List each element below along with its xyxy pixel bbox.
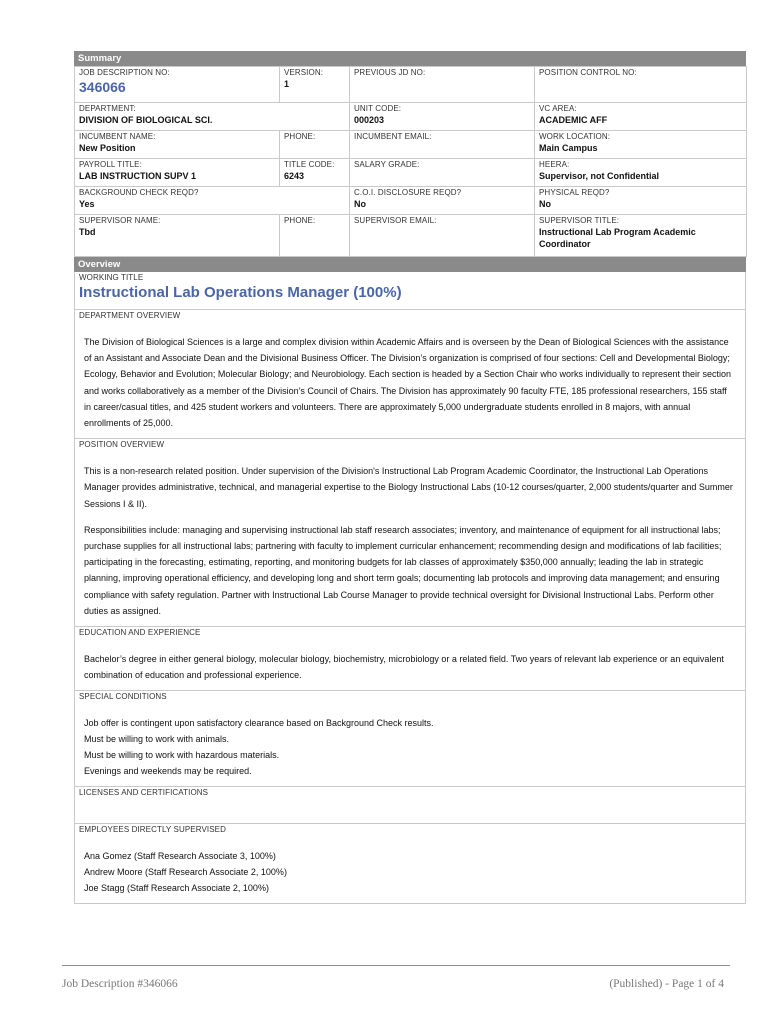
footer-page-number: (Published) - Page 1 of 4 [609, 978, 724, 990]
physical-reqd-label: PHYSICAL REQD? [539, 188, 610, 197]
department-cell [75, 103, 350, 131]
work-location-label: WORK LOCATION: [539, 132, 611, 141]
licenses-block [74, 787, 746, 824]
position-control-cell [535, 67, 747, 103]
vc-area-label: VC AREA: [539, 104, 577, 113]
working-title-label: WORKING TITLE [79, 273, 144, 282]
physical-reqd-cell [535, 187, 747, 215]
education-block [74, 627, 746, 691]
incumbent-name-label: INCUMBENT NAME: [79, 132, 156, 141]
summary-header: Summary [74, 51, 746, 66]
vc-area-value: ACADEMIC AFF [539, 115, 608, 125]
employee-item: Ana Gomez (Staff Research Associate 3, 100%) [84, 851, 276, 862]
department-label: DEPARTMENT: [79, 104, 136, 113]
footer-job-description: Job Description #346066 [62, 978, 178, 990]
special-condition-item: Evenings and weekends may be required. [84, 766, 252, 777]
salary-grade-cell [350, 159, 535, 187]
heera-value: Supervisor, not Confidential [539, 171, 660, 181]
unit-code-value: 000203 [354, 115, 385, 125]
position-overview-paragraph-1: This is a non-research related position. Under supervision of the Division's Instructional Lab Program Academic Coordinator, the Instructional Lab Operations Manager provides administrative, technical, and managerial expertise to the Biology Instructional Labs (10-12 courses/quarter, 2,000 students/quarter and Summer Sessions I & II). [84, 466, 733, 509]
incumbent-phone-cell [280, 131, 350, 159]
education-paragraph: Bachelor’s degree in either general biology, molecular biology, biochemistry, microbiology or a related field. Two years of relevant lab experience or an equivalent combination of education and professional experience. [84, 654, 724, 681]
department-overview-paragraph: The Division of Biological Sciences is a large and complex division within Academic Affairs and is overseen by the Dean of Biological Sciences with the assistance of an Assistant and Associate Dean and the Divisional Business Officer. The Division’s organization is comprised of four sections: Cell and Developmental Biology; Ecology, Behavior and Evolution; Molecular Biology; and Neurobiology. Each section is headed by a Section Chair who works individually to represent their section and works collaboratively as a member of the Division’s Council of Chairs. The Division has approximately 90 faculty FTE, 185 professional researchers, 155 staff in career/casual titles, and 425 student workers and volunteers. There are approximately 5,000 undergraduate students enrolled in 8 majors, with annual enrollments of 25,000. [84, 337, 732, 429]
employees-supervised-list [75, 835, 745, 903]
job-description-no-cell [75, 67, 280, 103]
special-condition-item: Must be willing to work with animals. [84, 734, 230, 745]
special-conditions-block [74, 691, 746, 787]
coi-disclosure-label: C.O.I. DISCLOSURE REQD? [354, 188, 462, 197]
working-title-block [74, 272, 746, 310]
department-value: DIVISION OF BIOLOGICAL SCI. [79, 115, 213, 125]
background-check-value: Yes [79, 199, 95, 209]
position-overview-block [74, 439, 746, 627]
supervisor-phone-label: PHONE: [284, 216, 316, 225]
special-condition-item: Job offer is contingent upon satisfactory clearance based on Background Check results. [84, 718, 434, 729]
special-conditions-label: SPECIAL CONDITIONS [79, 692, 167, 702]
previous-jd-cell [350, 67, 535, 103]
background-check-cell [75, 187, 350, 215]
special-condition-item: Must be willing to work with hazardous materials. [84, 750, 280, 761]
education-label: EDUCATION AND EXPERIENCE [79, 628, 201, 638]
payroll-title-value: LAB INSTRUCTION SUPV 1 [79, 171, 197, 181]
title-code-cell [280, 159, 350, 187]
heera-cell [535, 159, 747, 187]
supervisor-name-label: SUPERVISOR NAME: [79, 216, 161, 225]
incumbent-phone-label: PHONE: [284, 132, 316, 141]
employees-supervised-label: EMPLOYEES DIRECTLY SUPERVISED [79, 825, 226, 835]
supervisor-phone-cell [280, 215, 350, 257]
employee-item: Andrew Moore (Staff Research Associate 2, 100%) [84, 867, 287, 878]
heera-label: HEERA: [539, 160, 570, 169]
background-check-label: BACKGROUND CHECK REQD? [79, 188, 199, 197]
incumbent-email-label: INCUMBENT EMAIL: [354, 132, 432, 141]
supervisor-name-value: Tbd [79, 227, 96, 237]
supervisor-title-cell [535, 215, 747, 257]
supervisor-title-label: SUPERVISOR TITLE: [539, 216, 620, 225]
work-location-value: Main Campus [539, 143, 598, 153]
working-title: Instructional Lab Operations Manager (100%) [79, 284, 402, 301]
title-code-value: 6243 [284, 171, 305, 181]
incumbent-name-cell [75, 131, 280, 159]
supervisor-title-value: Instructional Lab Program Academic Coordinator [539, 227, 696, 249]
version-cell [280, 67, 350, 103]
physical-reqd-value: No [539, 199, 551, 209]
overview-header: Overview [74, 257, 746, 272]
coi-disclosure-value: No [354, 199, 366, 209]
supervisor-email-label: SUPERVISOR EMAIL: [354, 216, 437, 225]
payroll-title-cell [75, 159, 280, 187]
job-description-page [74, 51, 746, 904]
vc-area-cell [535, 103, 747, 131]
work-location-cell [535, 131, 747, 159]
employee-item: Joe Stagg (Staff Research Associate 2, 100%) [84, 883, 269, 894]
employees-supervised-block [74, 824, 746, 904]
previous-jd-label: PREVIOUS JD NO: [354, 68, 426, 77]
coi-disclosure-cell [350, 187, 535, 215]
education-text [75, 638, 745, 690]
licenses-label: LICENSES AND CERTIFICATIONS [79, 788, 209, 798]
version-label: VERSION: [284, 68, 324, 77]
salary-grade-label: SALARY GRADE: [354, 160, 420, 169]
title-code-label: TITLE CODE: [284, 160, 335, 169]
position-overview-paragraph-2: Responsibilities include: managing and supervising instructional lab staff research associates; inventory, and maintenance of equipment for all instructional labs; purchase supplies for all instructional labs; partnering with faculty to implement curricular enhancement; recommending design and modifications of lab facilities; participating in the forecasting, estimating, reporting, and monitoring budgets for lab classes of approximately $350,000 annually; leading the lab in strategic planning, improving operational efficiency, and developing long and short term goals; documenting lab protocols and improving data management; and ensuring compliance with safety regulation. Partner with Instructional Lab Course Manager to provide technical oversight for Divisional Instructional Labs. Perform other duties as assigned. [84, 524, 722, 616]
supervisor-name-cell [75, 215, 280, 257]
department-overview-label: DEPARTMENT OVERVIEW [79, 311, 181, 320]
job-description-no: 346066 [79, 79, 126, 95]
unit-code-label: UNIT CODE: [354, 104, 402, 113]
version-value: 1 [284, 79, 290, 89]
department-overview-block [74, 310, 746, 439]
position-control-label: POSITION CONTROL NO: [539, 68, 637, 77]
department-overview-text [75, 321, 745, 438]
supervisor-email-cell [350, 215, 535, 257]
position-overview-label: POSITION OVERVIEW [79, 440, 165, 450]
footer-divider [62, 965, 730, 966]
unit-code-cell [350, 103, 535, 131]
special-conditions-list [75, 702, 745, 786]
incumbent-email-cell [350, 131, 535, 159]
incumbent-name-value: New Position [79, 143, 136, 153]
position-overview-text [75, 450, 745, 626]
job-description-no-label: JOB DESCRIPTION NO: [79, 68, 170, 77]
payroll-title-label: PAYROLL TITLE: [79, 160, 142, 169]
summary-table [74, 66, 747, 257]
